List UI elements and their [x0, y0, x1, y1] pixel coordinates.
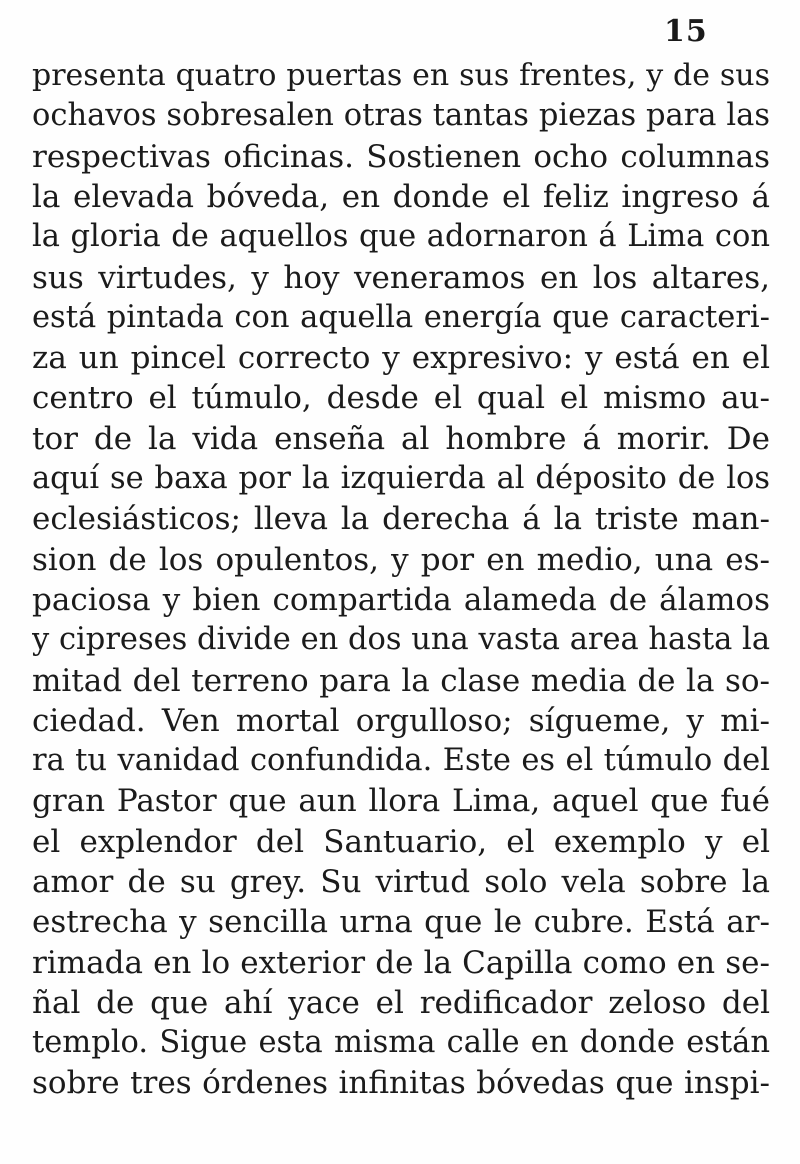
text-line: presenta quatro puertas en sus frentes, y de sus	[32, 58, 770, 93]
page-number: 15	[664, 14, 708, 49]
text-line: estrecha y sencilla urna que le cubre. Está ar-	[32, 904, 770, 940]
text-line: está pintada con aquella energía que caracteri-	[32, 300, 770, 335]
text-line: amor de su grey. Su virtud solo vela sobre la	[32, 864, 770, 900]
text-line: paciosa y bien compartida alameda de álamos	[32, 582, 770, 618]
text-line: sion de los opulentos, y por en medio, una es-	[32, 542, 770, 578]
text-line: ciedad. Ven mortal orgulloso; sígueme, y mi-	[32, 703, 770, 739]
text-line: mitad del terreno para la clase media de la so-	[32, 663, 770, 699]
text-line: la gloria de aquellos que adornaron á Lima con	[32, 219, 770, 254]
text-line: templo. Sigue esta misma calle en donde están	[32, 1025, 770, 1060]
text-line: y cipreses divide en dos una vasta area hasta la	[32, 622, 770, 657]
text-line: sus virtudes, y hoy veneramos en los altares,	[32, 260, 770, 296]
text-line: ra tu vanidad confundida. Este es el túmulo del	[32, 743, 770, 778]
text-line: za un pincel correcto y expresivo: y está en el	[32, 340, 770, 376]
text-line: eclesiásticos; lleva la derecha á la triste man-	[32, 501, 770, 537]
text-line: ochavos sobresalen otras tantas piezas para las	[32, 98, 770, 133]
text-line: rimada en lo exterior de la Capilla como en se-	[32, 945, 770, 981]
text-line: el explendor del Santuario, el exemplo y el	[32, 824, 770, 860]
text-line: sobre tres órdenes infinitas bóvedas que inspi-	[32, 1065, 770, 1101]
text-line: la elevada bóveda, en donde el feliz ingreso á	[32, 179, 770, 215]
text-line: gran Pastor que aun llora Lima, aquel que fué	[32, 783, 770, 819]
text-line: ñal de que ahí yace el redificador zeloso del	[32, 985, 770, 1021]
text-line: respectivas oficinas. Sostienen ocho columnas	[32, 139, 770, 175]
text-line: aquí se baxa por la izquierda al déposito de los	[32, 461, 770, 496]
text-line: tor de la vida enseña al hombre á morir. De	[32, 421, 770, 457]
text-line: centro el túmulo, desde el qual el mismo au-	[32, 380, 770, 416]
